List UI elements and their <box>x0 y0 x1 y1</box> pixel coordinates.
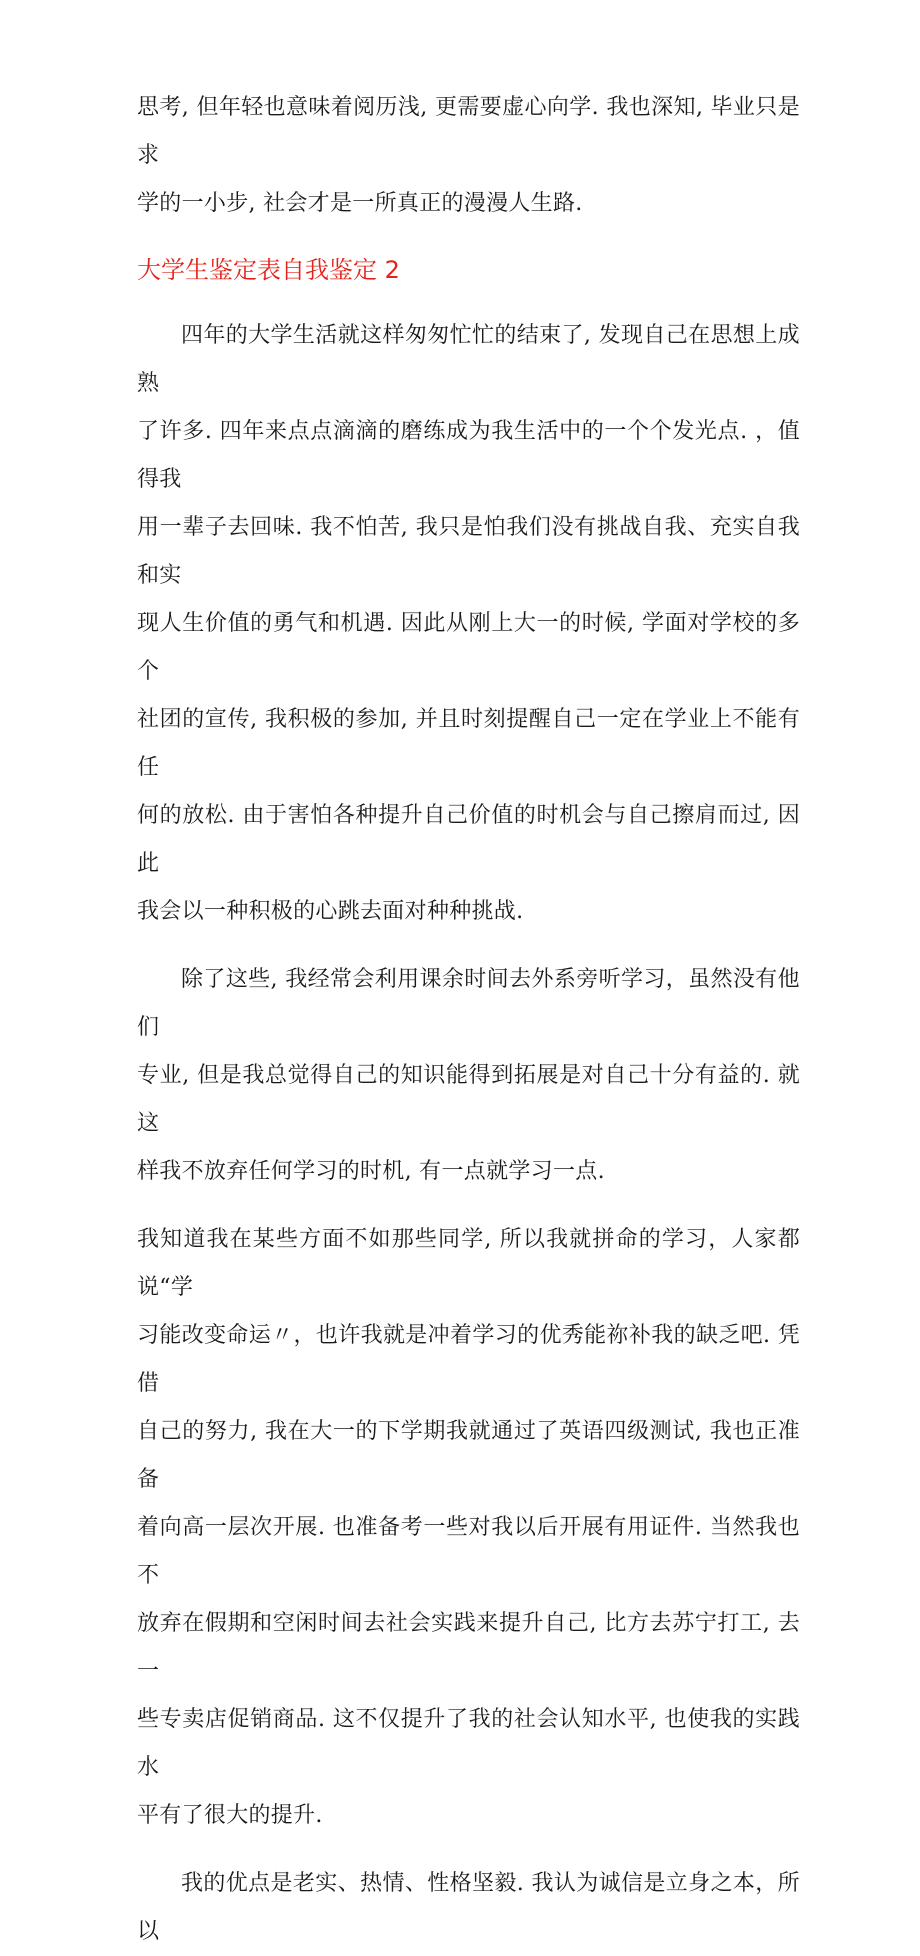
text-line: 思考, 但年轻也意味着阅历浅, 更需要虚心向学. 我也深知, 毕业只是求 <box>137 95 800 168</box>
text-line: 专业, 但是我总觉得自己的知识能得到拓展是对自己十分有益的. 就这 <box>137 1063 800 1136</box>
section-heading: 大学生鉴定表自我鉴定 2 <box>137 256 400 284</box>
text-line: 学的一小步, 社会才是一所真正的漫漫人生路. <box>137 191 583 216</box>
text-line: 平有了很大的提升. <box>137 1803 323 1828</box>
text-line: 我的优点是老实、热情、性格坚毅. 我认为诚信是立身之本，所以 <box>137 1871 800 1944</box>
text-line: 除了这些, 我经常会利用课余时间去外系旁听学习，虽然没有他们 <box>137 967 800 1040</box>
text-line: 习能改变命运〃，也许我就是冲着学习的优秀能祢补我的缺乏吧. 凭借 <box>137 1323 800 1396</box>
text-line: 我会以一种积极的心跳去面对种种挑战. <box>137 899 524 924</box>
paragraph-3 <box>137 1216 800 1840</box>
paragraph-4 <box>137 1860 800 1956</box>
text-line: 了许多. 四年来点点滴滴的磨练成为我生活中的一个个发光点. ，值得我 <box>137 419 800 492</box>
paragraph-1 <box>137 312 800 936</box>
text-line: 现人生价值的勇气和机遇. 因此从刚上大一的时候, 学面对学校的多个 <box>137 611 800 684</box>
text-line: 些专卖店促销商品. 这不仅提升了我的社会认知水平, 也使我的实践水 <box>137 1707 800 1780</box>
text-line: 用一辈子去回味. 我不怕苦, 我只是怕我们没有挑战自我、充实自我和实 <box>137 515 800 588</box>
document-page <box>137 84 800 1956</box>
paragraph-2 <box>137 956 800 1196</box>
text-line: 样我不放弃任何学习的时机, 有一点就学习一点. <box>137 1159 605 1184</box>
text-line: 放弃在假期和空闲时间去社会实践来提升自己, 比方去苏宁打工, 去一 <box>137 1611 800 1684</box>
intro-paragraph <box>137 84 800 228</box>
text-line: 社团的宣传, 我积极的参加, 并且时刻提醒自己一定在学业上不能有任 <box>137 707 800 780</box>
text-line: 我知道我在某些方面不如那些同学, 所以我就拼命的学习，人家都说“学 <box>137 1227 800 1300</box>
text-line: 四年的大学生活就这样匆匆忙忙的结束了, 发现自己在思想上成熟 <box>137 323 800 396</box>
text-line: 何的放松. 由于害怕各种提升自己价值的时机会与自己擦肩而过, 因此 <box>137 803 800 876</box>
text-line: 自己的努力, 我在大一的下学期我就通过了英语四级测试, 我也正准备 <box>137 1419 800 1492</box>
text-line: 着向高一层次开展. 也准备考一些对我以后开展有用证件. 当然我也不 <box>137 1515 800 1588</box>
